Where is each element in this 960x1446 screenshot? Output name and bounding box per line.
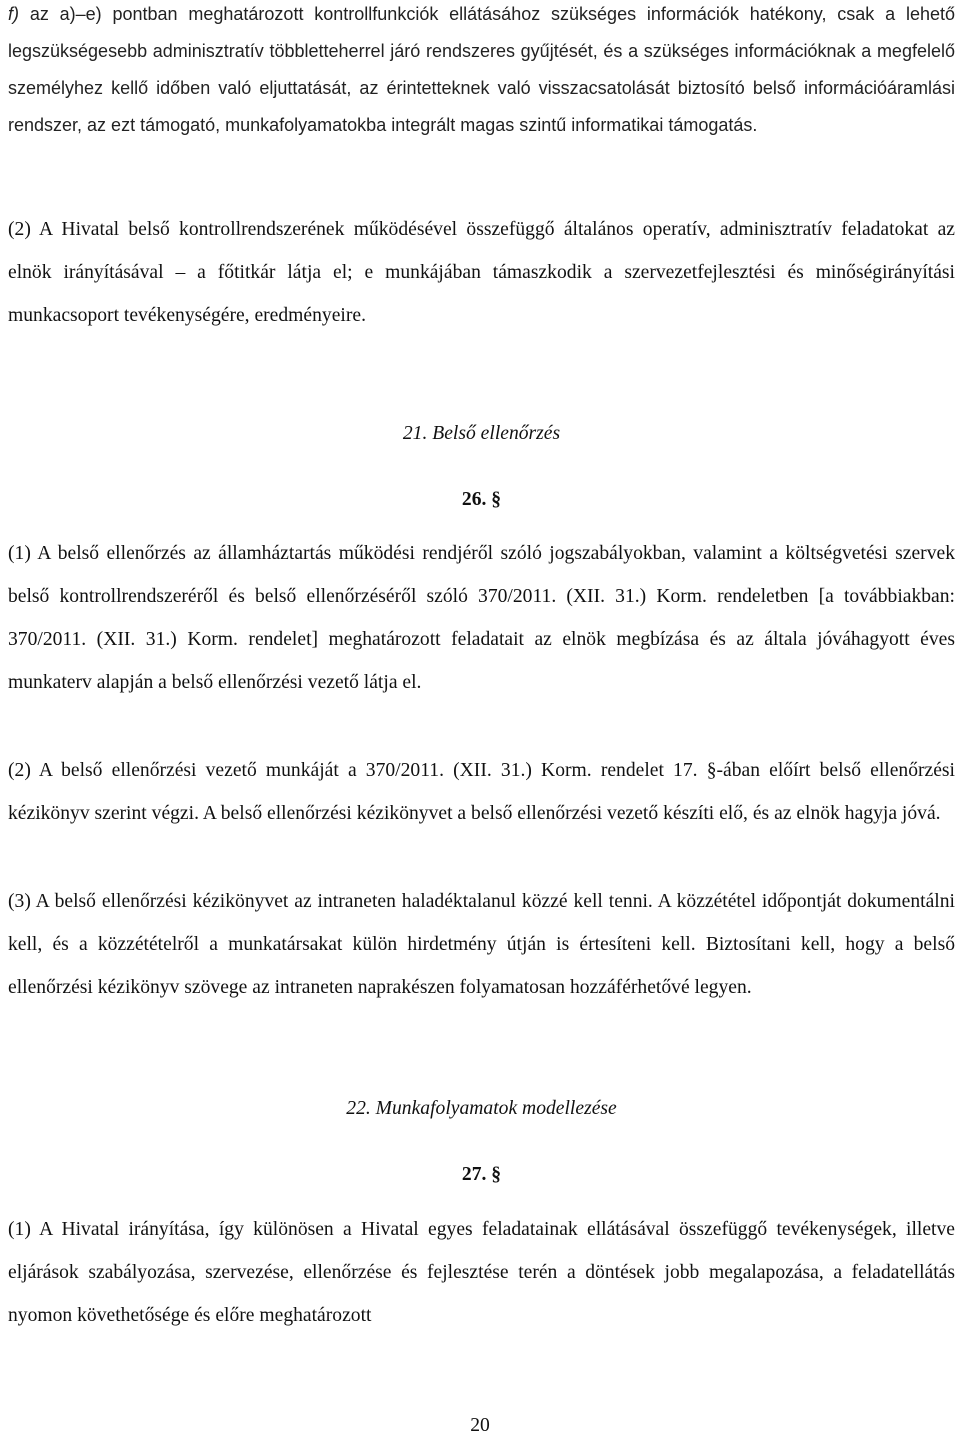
- paragraph-26-1: (1) A belső ellenőrzés az államháztartás működési rendjéről szóló jogszabályokban, valamint a költségvetési szervek belső kontrollrendszeréről és belső ellenőrzéséről szóló 370/2011. (XII. 31.) Korm. rendeletben [a továbbiakban: 370/2011. (XII. 31.) Korm. rendelet] meghatározott feladatait az elnök megbízása és az általa jóváhagyott éves munkaterv alapján a belső ellenőrzési vezető látja el.: [8, 543, 955, 693]
- paragraph-25-2: (2) A Hivatal belső kontrollrendszerének működésével összefüggő általános operatív, adminisztratív feladatokat az elnök irányításával – a főtitkár látja el; e munkájában támaszkodik a szervezetfejlesztési és minőségirányítási munkacsoport tevékenységére, eredményeire.: [8, 219, 955, 326]
- list-item-f: [8, 0, 955, 144]
- list-item-text: az a)–e) pontban meghatározott kontrollfunkciók ellátásához szükséges információk hatékony, csak a lehető legszükségesebb adminisztratív többletteherrel járó rendszeres gyűjtését, és a szükséges információknak a megfelelő személyhez kellő időben való eljuttatását, az érintetteknek való visszacsatolását biztosító belső információáramlási rendszer, az ezt támogató, munkafolyamatokba integrált magas szintű informatikai támogatás.: [8, 4, 955, 135]
- chapter-title-21: 21. Belső ellenőrzés: [402, 423, 561, 444]
- page-number: 20: [470, 1415, 490, 1436]
- list-marker: f): [8, 4, 19, 24]
- paragraph-26-3: (3) A belső ellenőrzési kézikönyvet az intraneten haladéktalanul közzé kell tenni. A közzététel időpontját dokumentálni kell, és a közzétételről a munkatársakat külön hirdetmény útján is értesíteni kell. Biztosítani kell, hogy a belső ellenőrzési kézikönyv szövege az intraneten naprakészen folyamatosan hozzáférhetővé legyen.: [8, 891, 955, 998]
- chapter-title-22: 22. Munkafolyamatok modellezése: [346, 1098, 617, 1119]
- paragraph-27-1: (1) A Hivatal irányítása, így különösen a Hivatal egyes feladatainak ellátásával összefüggő tevékenységek, illetve eljárások szabályozása, szervezése, ellenőrzése és fejlesztése terén a döntések jobb megalapozása, a feladatellátás nyomon követhetősége és előre meghatározott: [8, 1219, 955, 1326]
- section-heading-26: 26. §: [461, 489, 502, 510]
- section-heading-27: 27. §: [461, 1164, 502, 1185]
- paragraph-26-2: (2) A belső ellenőrzési vezető munkáját a 370/2011. (XII. 31.) Korm. rendelet 17. §-ában előírt belső ellenőrzési kézikönyv szerint végzi. A belső ellenőrzési kézikönyvet a belső ellenőrzési vezető készíti elő, és az elnök hagyja jóvá.: [8, 760, 955, 824]
